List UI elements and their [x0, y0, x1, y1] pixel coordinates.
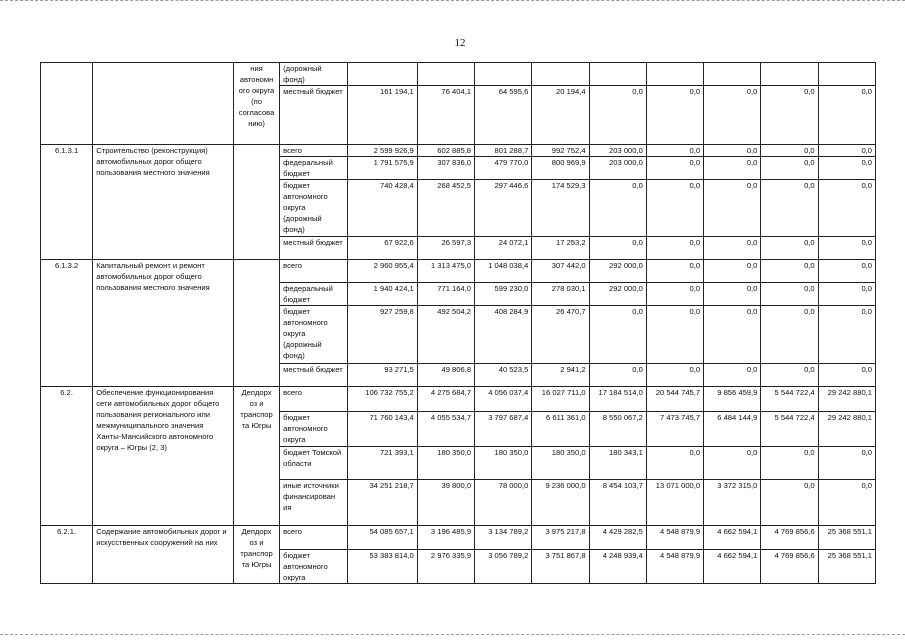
- cell-value: 6 611 361,0: [532, 412, 589, 447]
- cell-value: 0,0: [818, 283, 875, 306]
- cell-value: 24 072,1: [475, 237, 532, 260]
- cell-code: 6.1.3.1: [41, 145, 93, 260]
- cell-source: местный бюджет: [280, 86, 348, 145]
- cell-value: 0,0: [704, 145, 761, 157]
- cell-value: 1 940 424,1: [348, 283, 417, 306]
- cell-value: 0,0: [646, 145, 703, 157]
- cell-source: иные источники финансирован ия: [280, 480, 348, 526]
- cell-value: [532, 63, 589, 86]
- cell-value: 0,0: [704, 283, 761, 306]
- cell-value: 0,0: [818, 157, 875, 180]
- cell-value: 0,0: [704, 364, 761, 387]
- cell-value: 4 662 594,1: [704, 526, 761, 550]
- cell-value: 0,0: [589, 86, 646, 145]
- cell-value: 292 000,0: [589, 260, 646, 283]
- cell-value: 492 504,2: [417, 306, 474, 364]
- cell-value: 4 055 534,7: [417, 412, 474, 447]
- cell-value: 34 251 218,7: [348, 480, 417, 526]
- cell-executor: Депдорх оз и транспор та Югры: [233, 387, 279, 526]
- cell-value: 20 194,4: [532, 86, 589, 145]
- cell-value: 0,0: [818, 237, 875, 260]
- cell-value: 17 253,2: [532, 237, 589, 260]
- cell-value: 20 544 745,7: [646, 387, 703, 412]
- cell-value: 39 800,0: [417, 480, 474, 526]
- cell-value: 106 732 755,2: [348, 387, 417, 412]
- cell-name: Строительство (реконструкция) автомобильных дорог общего пользования местного значения: [93, 145, 234, 260]
- cell-value: 71 760 143,4: [348, 412, 417, 447]
- cell-value: 203 000,0: [589, 157, 646, 180]
- cell-value: 93 271,5: [348, 364, 417, 387]
- cell-value: 9 236 000,0: [532, 480, 589, 526]
- cell-value: 3 196 485,9: [417, 526, 474, 550]
- cell-value: 602 885,8: [417, 145, 474, 157]
- cell-source: местный бюджет: [280, 364, 348, 387]
- cell-executor: ния автономн ого округа (по согласова нию): [233, 63, 279, 145]
- cell-value: 4 429 282,5: [589, 526, 646, 550]
- cell-source: бюджет Томской области: [280, 447, 348, 480]
- cell-source: федеральный бюджет: [280, 283, 348, 306]
- cell-value: 4 548 879,9: [646, 526, 703, 550]
- cell-value: 53 383 814,0: [348, 550, 417, 584]
- cell-source: всего: [280, 387, 348, 412]
- cell-value: 25 368 551,1: [818, 526, 875, 550]
- cell-source: бюджет автономного округа: [280, 412, 348, 447]
- cell-value: 0,0: [761, 283, 818, 306]
- cell-value: 17 184 514,0: [589, 387, 646, 412]
- cell-value: [646, 63, 703, 86]
- table-row: [41, 63, 876, 86]
- cell-name: Обеспечение функционирования сети автомобильных дорог общего пользования регионального или межмуниципального значения Ханты-Мансийского автономного округа – Югры (2, 3): [93, 387, 234, 526]
- cell-executor: Депдорх оз и транспор та Югры: [233, 526, 279, 584]
- cell-code: 6.2.1.: [41, 526, 93, 584]
- table-row: [41, 387, 876, 412]
- cell-value: 0,0: [646, 180, 703, 237]
- cell-name: Содержание автомобильных дорог и искусственных сооружений на них: [93, 526, 234, 584]
- cell-value: 479 770,0: [475, 157, 532, 180]
- cell-source: бюджет автономного округа: [280, 550, 348, 584]
- cell-value: 0,0: [646, 86, 703, 145]
- cell-value: 0,0: [704, 447, 761, 480]
- cell-source: всего: [280, 526, 348, 550]
- page-number: 12: [454, 37, 466, 49]
- cell-value: [761, 63, 818, 86]
- cell-value: 7 473 745,7: [646, 412, 703, 447]
- cell-value: 0,0: [818, 180, 875, 237]
- cell-value: 599 230,0: [475, 283, 532, 306]
- cell-value: 0,0: [646, 260, 703, 283]
- cell-value: 0,0: [761, 364, 818, 387]
- cell-value: 297 446,6: [475, 180, 532, 237]
- cell-value: 0,0: [761, 447, 818, 480]
- budget-table: [40, 62, 876, 584]
- cell-value: 2 976 335,9: [417, 550, 474, 584]
- cell-value: 1 313 475,0: [417, 260, 474, 283]
- cell-value: 3 134 789,2: [475, 526, 532, 550]
- cell-value: 3 372 315,0: [704, 480, 761, 526]
- cell-value: 0,0: [589, 364, 646, 387]
- cell-value: [475, 63, 532, 86]
- cell-value: 0,0: [704, 237, 761, 260]
- cell-value: 0,0: [818, 447, 875, 480]
- cell-value: 0,0: [589, 180, 646, 237]
- cell-value: 0,0: [818, 86, 875, 145]
- cell-value: [818, 63, 875, 86]
- cell-value: 0,0: [589, 237, 646, 260]
- cell-value: 4 248 939,4: [589, 550, 646, 584]
- cell-value: 0,0: [761, 145, 818, 157]
- cell-source: местный бюджет: [280, 237, 348, 260]
- cell-value: 9 856 459,9: [704, 387, 761, 412]
- cell-value: 64 595,6: [475, 86, 532, 145]
- cell-value: 203 000,0: [589, 145, 646, 157]
- cell-value: 307 836,0: [417, 157, 474, 180]
- cell-code: 6.2.: [41, 387, 93, 526]
- cell-value: 3 797 687,4: [475, 412, 532, 447]
- cell-code: [41, 63, 93, 145]
- cell-value: 26 597,3: [417, 237, 474, 260]
- cell-value: 174 529,3: [532, 180, 589, 237]
- cell-value: 0,0: [818, 306, 875, 364]
- cell-name: [93, 63, 234, 145]
- cell-value: 2 599 926,9: [348, 145, 417, 157]
- cell-value: 3 751 867,8: [532, 550, 589, 584]
- cell-value: 4 769 856,6: [761, 526, 818, 550]
- cell-value: 740 428,4: [348, 180, 417, 237]
- cell-source: (дорожный фонд): [280, 63, 348, 86]
- cell-value: 0,0: [761, 157, 818, 180]
- cell-value: 408 284,9: [475, 306, 532, 364]
- cell-value: 8 550 067,2: [589, 412, 646, 447]
- cell-value: 13 071 000,0: [646, 480, 703, 526]
- cell-value: 4 275 684,7: [417, 387, 474, 412]
- cell-code: 6.1.3.2: [41, 260, 93, 387]
- cell-value: 5 544 722,4: [761, 387, 818, 412]
- cell-value: [348, 63, 417, 86]
- cell-value: 8 454 103,7: [589, 480, 646, 526]
- cell-value: 0,0: [704, 180, 761, 237]
- cell-value: 927 259,8: [348, 306, 417, 364]
- cell-value: 6 484 144,9: [704, 412, 761, 447]
- cell-value: 1 791 575,9: [348, 157, 417, 180]
- cell-value: 76 404,1: [417, 86, 474, 145]
- table-row: [41, 260, 876, 283]
- cell-value: 4 548 879,9: [646, 550, 703, 584]
- cell-value: 0,0: [704, 86, 761, 145]
- cell-value: 721 393,1: [348, 447, 417, 480]
- cell-value: 800 969,9: [532, 157, 589, 180]
- cell-value: 0,0: [761, 86, 818, 145]
- cell-executor: [233, 260, 279, 387]
- cell-source: всего: [280, 260, 348, 283]
- cell-value: 0,0: [646, 157, 703, 180]
- cell-value: 801 288,7: [475, 145, 532, 157]
- cell-source: бюджет автономного округа (дорожный фонд): [280, 180, 348, 237]
- cell-value: 771 164,0: [417, 283, 474, 306]
- cell-value: 5 544 722,4: [761, 412, 818, 447]
- cell-value: 0,0: [704, 260, 761, 283]
- cell-value: [704, 63, 761, 86]
- cell-value: 16 027 711,0: [532, 387, 589, 412]
- cell-value: 78 000,0: [475, 480, 532, 526]
- cell-value: 180 350,0: [417, 447, 474, 480]
- cell-value: 3 056 789,2: [475, 550, 532, 584]
- cell-value: 4 769 856,6: [761, 550, 818, 584]
- cell-value: [417, 63, 474, 86]
- cell-value: 4 662 594,1: [704, 550, 761, 584]
- cell-value: 268 452,5: [417, 180, 474, 237]
- cell-value: 180 343,1: [589, 447, 646, 480]
- cell-value: 292 000,0: [589, 283, 646, 306]
- cell-executor: [233, 145, 279, 260]
- cell-value: 0,0: [818, 145, 875, 157]
- cell-value: 0,0: [646, 237, 703, 260]
- cell-value: 0,0: [761, 237, 818, 260]
- cell-value: 0,0: [761, 260, 818, 283]
- cell-value: 49 806,8: [417, 364, 474, 387]
- cell-value: 0,0: [704, 306, 761, 364]
- cell-value: 1 048 038,4: [475, 260, 532, 283]
- cell-value: 161 194,1: [348, 86, 417, 145]
- cell-value: 0,0: [646, 306, 703, 364]
- cell-source: федеральный бюджет: [280, 157, 348, 180]
- cell-source: всего: [280, 145, 348, 157]
- page-top-edge: [0, 0, 905, 2]
- page-bottom-edge: [0, 634, 905, 636]
- cell-value: 29 242 880,1: [818, 412, 875, 447]
- cell-value: 25 368 551,1: [818, 550, 875, 584]
- table-row: [41, 145, 876, 157]
- cell-value: 26 470,7: [532, 306, 589, 364]
- cell-value: 0,0: [818, 480, 875, 526]
- cell-value: 0,0: [761, 480, 818, 526]
- cell-value: 0,0: [818, 260, 875, 283]
- cell-value: 0,0: [818, 364, 875, 387]
- cell-value: 4 056 037,4: [475, 387, 532, 412]
- cell-value: 307 442,0: [532, 260, 589, 283]
- cell-value: 0,0: [704, 157, 761, 180]
- cell-value: 0,0: [646, 283, 703, 306]
- cell-value: 29 242 880,1: [818, 387, 875, 412]
- cell-value: 0,0: [761, 306, 818, 364]
- cell-name: Капитальный ремонт и ремонт автомобильных дорог общего пользования местного значения: [93, 260, 234, 387]
- cell-value: 54 085 657,1: [348, 526, 417, 550]
- cell-value: 180 350,0: [532, 447, 589, 480]
- cell-value: 40 523,5: [475, 364, 532, 387]
- cell-value: 3 975 217,8: [532, 526, 589, 550]
- table-row: [41, 526, 876, 550]
- cell-value: 0,0: [761, 180, 818, 237]
- cell-value: 0,0: [589, 306, 646, 364]
- cell-value: 67 922,6: [348, 237, 417, 260]
- cell-value: 0,0: [646, 447, 703, 480]
- cell-value: 278 030,1: [532, 283, 589, 306]
- cell-value: 2 960 955,4: [348, 260, 417, 283]
- cell-source: бюджет автономного округа (дорожный фонд): [280, 306, 348, 364]
- cell-value: [589, 63, 646, 86]
- cell-value: 992 752,4: [532, 145, 589, 157]
- cell-value: 2 941,2: [532, 364, 589, 387]
- cell-value: 180 350,0: [475, 447, 532, 480]
- cell-value: 0,0: [646, 364, 703, 387]
